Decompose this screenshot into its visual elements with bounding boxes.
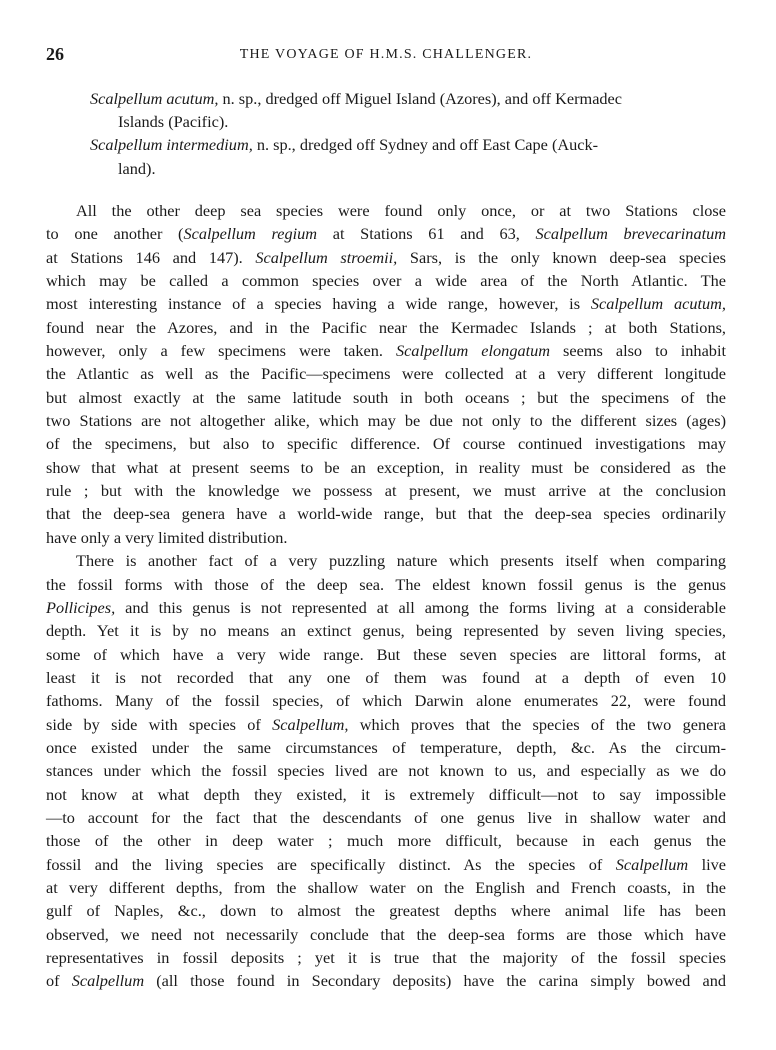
text-line: but almost exactly at the same latitude south in both oceans ; but the specimens of the: [46, 387, 726, 407]
species-name: Scalpellum acutum,: [90, 89, 219, 108]
species-name: Scalpellum intermedium,: [90, 135, 253, 155]
text-line: representatives in fossil deposits ; yet it is true that the majority of the fossil species: [46, 948, 726, 967]
genus-name: Scalpellum,: [272, 714, 349, 734]
text-line: side by side with species of Scalpellum, which proves that the species of the two genera: [46, 714, 726, 734]
paragraph: [46, 199, 726, 549]
text-line: show that what at present seems to be an exception, in reality must be considered as the: [46, 457, 726, 477]
text-line: of Scalpellum (all those found in Secondary deposits) have the carina simply bowed and: [46, 971, 726, 991]
species-name: Scalpellum regium: [183, 224, 318, 244]
text-line: fathoms. Many of the fossil species, of which Darwin alone enumerates 22, were found: [46, 691, 726, 711]
text-line: not know at what depth they existed, it is extremely difficult—not to say impossible: [46, 784, 726, 804]
species-details-cont: land).: [118, 158, 156, 178]
paragraph: [46, 549, 726, 993]
text-line: —to account for the fact that the descendants of one genus live in shallow water and: [46, 807, 726, 827]
species-details-cont: Islands (Pacific).: [118, 112, 229, 132]
text-line: have only a very limited distribution.: [46, 527, 288, 547]
species-name: Scalpellum elongatum: [395, 341, 551, 361]
species-name: Scalpellum acutum,: [590, 294, 726, 314]
genus-name: Scalpellum: [71, 971, 145, 991]
text-line: depth. Yet it is by no means an extinct genus, being represented by seven living species,: [46, 621, 726, 641]
text-line: the Atlantic as well as the Pacific—specimens were collected at a very different longitude: [46, 364, 726, 384]
species-list: [90, 87, 702, 180]
species-entry: [90, 133, 702, 179]
genus-name: Scalpellum: [615, 854, 689, 874]
body-text: [46, 199, 726, 993]
genus-name: Pollicipes,: [46, 597, 116, 617]
text-line: to one another (Scalpellum regium at Stations 61 and 63, Scalpellum brevecarinatum: [46, 224, 727, 244]
text-line: observed, we need not necessarily conclude that the deep-sea forms are those which have: [46, 924, 726, 944]
text-line: All the other deep sea species were found only once, or at two Stations close: [76, 201, 726, 220]
text-line: fossil and the living species are specifically distinct. As the species of Scalpellum live: [46, 854, 726, 874]
text-line: rule ; but with the knowledge we possess at present, we must arrive at the conclusion: [46, 481, 726, 501]
text-line: Pollicipes, and this genus is not represented at all among the forms living at a considerable: [46, 597, 726, 617]
text-line: gulf of Naples, &c., down to almost the greatest depths where animal life has been: [46, 901, 726, 921]
text-line: that the deep-sea genera have a world-wide range, but that the deep-sea species ordinarily: [46, 504, 726, 524]
text-line: which may be called a common species over a wide area of the North Atlantic. The: [46, 271, 726, 291]
text-line: once existed under the same circumstances of temperature, depth, &c. As the circum-: [46, 737, 726, 757]
text-line: some of which have a very wide range. But these seven species are littoral forms, at: [46, 644, 726, 664]
text-line: at very different depths, from the shallow water on the English and French coasts, in the: [46, 877, 726, 897]
species-details: n. sp., dredged off Sydney and off East Cape (Auck-: [252, 135, 599, 155]
species-entry: [90, 87, 702, 133]
text-line: the fossil forms with those of the deep sea. The eldest known fossil genus is the genus: [46, 574, 726, 594]
text-line: two Stations are not altogether alike, which may be due not only to the different sizes (ages): [46, 411, 726, 431]
text-line: most interesting instance of a species having a wide range, however, is Scalpellum acutum,: [46, 294, 726, 314]
page-number: 26: [46, 44, 64, 64]
text-line: least it is not recorded that any one of them was found at a depth of even 10: [46, 667, 726, 687]
text-line: found near the Azores, and in the Pacific near the Kermadec Islands ; at both Stations,: [46, 317, 726, 337]
text-line: those of the other in deep water ; much more difficult, because in each genus the: [46, 831, 726, 851]
page-header: [46, 44, 726, 68]
text-line: stances under which the fossil species lived are not known to us, and especially as we do: [46, 761, 726, 781]
running-head: THE VOYAGE OF H.M.S. CHALLENGER.: [239, 47, 533, 62]
species-details: n. sp., dredged off Miguel Island (Azores), and off Kermadec: [218, 89, 623, 108]
text-line: of the specimens, but also to specific difference. Of course continued investigations may: [46, 434, 726, 454]
species-name: Scalpellum stroemii,: [255, 247, 398, 267]
text-line: however, only a few specimens were taken. Scalpellum elongatum seems also to inhabit: [46, 341, 726, 361]
text-line: There is another fact of a very puzzling nature which presents itself when comparing: [76, 551, 726, 571]
species-name: Scalpellum brevecarinatum: [535, 224, 727, 244]
text-line: at Stations 146 and 147). Scalpellum stroemii, Sars, is the only known deep-sea species: [46, 247, 727, 267]
